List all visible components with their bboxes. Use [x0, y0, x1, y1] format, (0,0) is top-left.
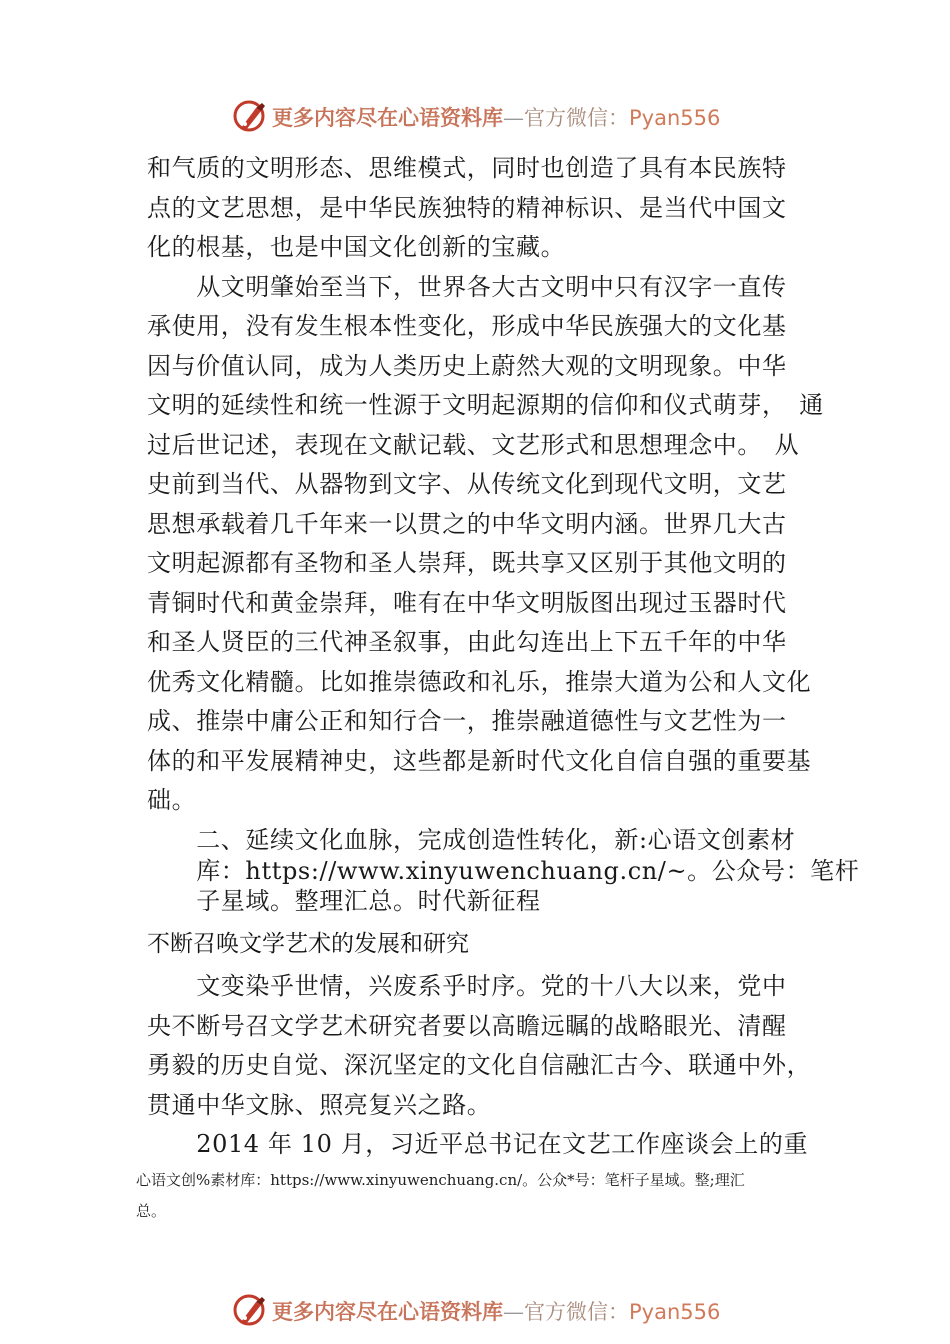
text-line: 央不断号召文学艺术研究者要以高瞻远瞩的战略眼光、清醒	[147, 1012, 787, 1040]
banner-text	[272, 102, 720, 132]
text-line: 从文明肇始至当下，世界各大古文明中只有汉字一直传	[147, 273, 787, 301]
banner-wechat-label: 官方微信：	[524, 1300, 629, 1324]
text-line: 青铜时代和黄金崇拜，唯有在中华文明版图出现过玉器时代	[147, 589, 787, 617]
text-line: 库：https://www.xinyuwenchuang.cn/~。公众号：笔杆	[147, 857, 860, 885]
banner-title: 更多内容尽在心语资料库	[272, 1299, 503, 1324]
text-line: 点的文艺思想，是中华民族独特的精神标识、是当代中国文	[147, 194, 787, 222]
text-line: 和气质的文明形态、思维模式，同时也创造了具有本民族特	[147, 154, 787, 182]
header-banner	[0, 96, 950, 136]
footer-banner	[0, 1290, 950, 1330]
footer-line: 总。	[136, 1202, 167, 1220]
footer-line: 心语文创%素材库：https://www.xinyuwenchuang.cn/。公众*号：笔杆子星域。整;理汇	[136, 1171, 745, 1189]
text-line: 贯通中华文脉、照亮复兴之路。	[147, 1091, 492, 1119]
pen-logo-icon	[232, 1292, 270, 1328]
pen-logo-icon	[232, 98, 270, 134]
text-line: 优秀文化精髓。比如推崇德政和礼乐，推崇大道为公和人文化	[147, 668, 812, 696]
banner-wechat-id: Pyan556	[629, 106, 721, 130]
section-heading: 不断召唤文学艺术的发展和研究	[147, 931, 469, 957]
text-line: 史前到当代、从器物到文字、从传统文化到现代文明，文艺	[147, 470, 787, 498]
text-line: 文明起源都有圣物和圣人崇拜，既共享又区别于其他文明的	[147, 549, 787, 577]
banner-separator: —	[503, 1300, 524, 1324]
text-line: 因与价值认同，成为人类历史上蔚然大观的文明现象。中华	[147, 352, 787, 380]
banner-wechat-label: 官方微信：	[524, 106, 629, 130]
text-line: 勇毅的历史自觉、深沉坚定的文化自信融汇古今、联通中外，	[147, 1051, 812, 1079]
text-line: 过后世记述，表现在文献记载、文艺形式和思想理念中。 从	[147, 431, 800, 459]
text-line: 子星域。整理汇总。时代新征程	[147, 887, 541, 915]
text-line: 二、延续文化血脉，完成创造性转化，新:心语文创素材	[147, 826, 796, 854]
text-line: 和圣人贤臣的三代神圣叙事，由此勾连出上下五千年的中华	[147, 628, 787, 656]
text-line: 文明的延续性和统一性源于文明起源期的信仰和仪式萌芽， 通	[147, 391, 824, 419]
text-line: 础。	[147, 786, 197, 814]
text-line: 文变染乎世情，兴废系乎时序。党的十八大以来，党中	[147, 972, 787, 1000]
text-line: 2014 年 10 月，习近平总书记在文艺工作座谈会上的重	[147, 1130, 809, 1158]
text-line: 化的根基，也是中国文化创新的宝藏。	[147, 233, 566, 261]
banner-wechat-id: Pyan556	[629, 1300, 721, 1324]
banner-text	[272, 1296, 720, 1326]
text-line: 思想承载着几千年来一以贯之的中华文明内涵。世界几大古	[147, 510, 787, 538]
text-line: 体的和平发展精神史，这些都是新时代文化自信自强的重要基	[147, 747, 812, 775]
banner-separator: —	[503, 106, 524, 130]
banner-title: 更多内容尽在心语资料库	[272, 105, 503, 130]
text-line: 承使用，没有发生根本性变化，形成中华民族强大的文化基	[147, 312, 787, 340]
text-line: 成、推崇中庸公正和知行合一，推崇融道德性与文艺性为一	[147, 707, 787, 735]
